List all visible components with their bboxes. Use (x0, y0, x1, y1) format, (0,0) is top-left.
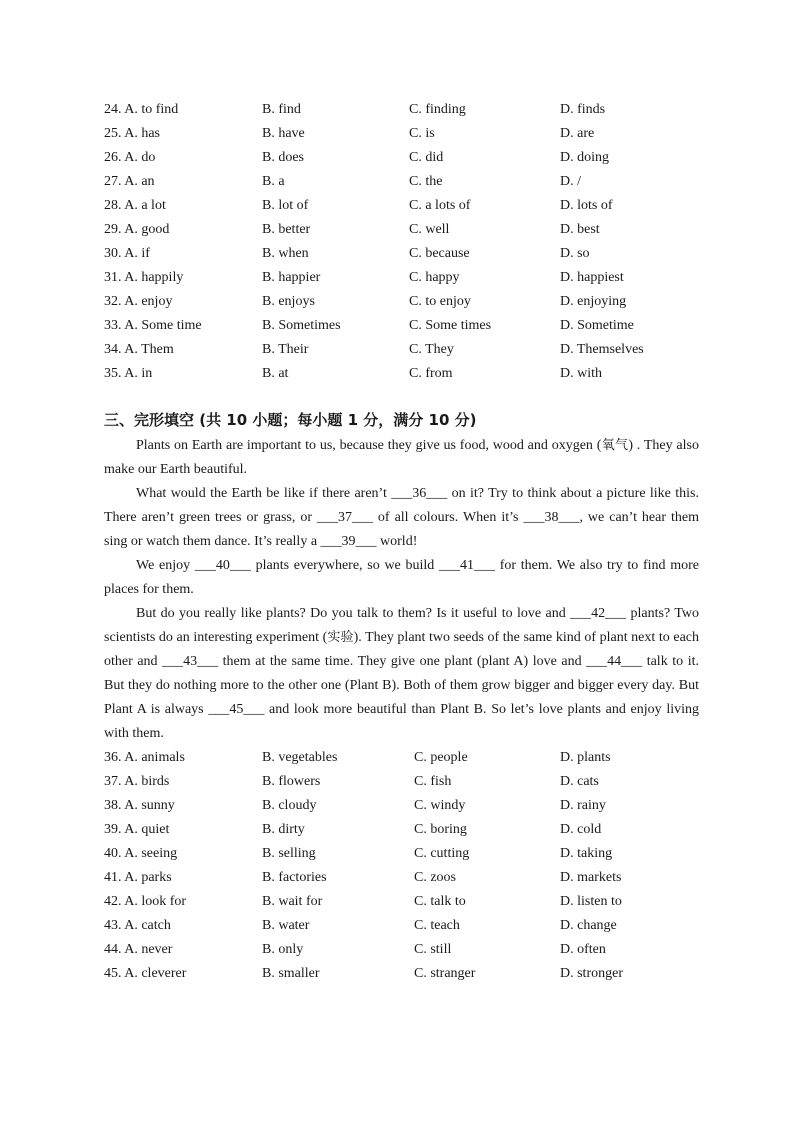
option-a (104, 98, 178, 122)
question-row (104, 242, 704, 266)
option-c: C. still (414, 942, 452, 957)
question-row (104, 218, 704, 242)
option-d: D. doing (560, 150, 609, 165)
option-d: D. cold (560, 822, 602, 837)
option-c: C. well (409, 222, 450, 237)
option-a-text: A. enjoy (124, 294, 173, 309)
option-d: D. best (560, 222, 600, 237)
option-d: D. enjoying (560, 294, 627, 309)
option-d: D. are (560, 126, 595, 141)
option-d: D. listen to (560, 894, 622, 909)
option-b: B. better (262, 222, 311, 237)
option-a (104, 290, 172, 314)
option-d: D. finds (560, 102, 606, 117)
question-row (104, 266, 704, 290)
option-b: B. Their (262, 342, 309, 357)
option-c: C. the (409, 174, 443, 189)
option-d: D. with (560, 366, 602, 381)
option-b: B. at (262, 366, 289, 381)
option-a-text: A. a lot (124, 198, 166, 213)
passage-text: ) . They also make our Earth beautiful. (104, 438, 699, 477)
option-a-text: A. an (124, 174, 155, 189)
option-a-text: A. cleverer (124, 966, 187, 981)
option-a (104, 866, 172, 890)
passage-text: Plants on Earth are important to us, because they give us food, wood and oxygen ( (136, 438, 602, 453)
option-b: B. a (262, 174, 285, 189)
chinese-gloss-experiment: 实验 (327, 630, 354, 645)
option-a (104, 818, 169, 842)
option-d: D. lots of (560, 198, 613, 213)
question-number: 27. (104, 174, 122, 189)
question-number: 26. (104, 150, 122, 165)
option-b: B. Sometimes (262, 318, 341, 333)
option-c: C. windy (414, 798, 466, 813)
question-number: 43. (104, 918, 122, 933)
question-number: 32. (104, 294, 122, 309)
option-b: B. have (262, 126, 305, 141)
option-a (104, 194, 166, 218)
question-number: 30. (104, 246, 122, 261)
question-row (104, 866, 704, 890)
option-d: D. cats (560, 774, 599, 789)
option-a-text: A. sunny (124, 798, 175, 813)
option-c: C. stranger (414, 966, 476, 981)
option-b: B. does (262, 150, 304, 165)
option-b: B. lot of (262, 198, 309, 213)
option-a-text: A. catch (124, 918, 171, 933)
option-c: C. is (409, 126, 435, 141)
question-number: 39. (104, 822, 122, 837)
option-a (104, 218, 169, 242)
option-b: B. factories (262, 870, 327, 885)
option-b: B. vegetables (262, 750, 338, 765)
option-d: D. Sometime (560, 318, 634, 333)
question-row (104, 98, 704, 122)
question-row (104, 146, 704, 170)
option-b: B. water (262, 918, 310, 933)
option-a-text: A. look for (124, 894, 187, 909)
question-row (104, 962, 704, 986)
question-number: 34. (104, 342, 122, 357)
option-d: D. stronger (560, 966, 623, 981)
passage-paragraph-2: What would the Earth be like if there aren’t ___36___ on it? Try to think about a picture like this. There aren’t green trees or grass, or ___37___ of all colours. When it’s ___38___, we can’t hear them sing or watch them dance. It’s really a ___39___ world! (104, 486, 699, 549)
option-a-text: A. do (124, 150, 156, 165)
option-a (104, 938, 172, 962)
question-row (104, 890, 704, 914)
option-b: B. wait for (262, 894, 323, 909)
option-b: B. find (262, 102, 301, 117)
option-a (104, 770, 169, 794)
question-number: 35. (104, 366, 122, 381)
question-row (104, 170, 704, 194)
option-a (104, 914, 171, 938)
option-c: C. happy (409, 270, 460, 285)
question-row (104, 794, 704, 818)
option-b: B. selling (262, 846, 316, 861)
option-a (104, 170, 155, 194)
option-a-text: A. Them (124, 342, 174, 357)
option-a (104, 842, 177, 866)
option-a-text: A. in (124, 366, 153, 381)
question-row (104, 746, 704, 770)
question-number: 42. (104, 894, 122, 909)
chinese-gloss-oxygen: 氧气 (601, 438, 629, 453)
option-c: C. zoos (414, 870, 456, 885)
option-a (104, 962, 186, 986)
option-a (104, 794, 175, 818)
option-c: C. a lots of (409, 198, 471, 213)
option-a-text: A. animals (124, 750, 185, 765)
option-d: D. markets (560, 870, 622, 885)
option-a-text: A. to find (124, 102, 179, 117)
option-b: B. flowers (262, 774, 321, 789)
question-number: 24. (104, 102, 122, 117)
option-b: B. happier (262, 270, 321, 285)
option-a (104, 362, 152, 386)
option-c: C. talk to (414, 894, 466, 909)
option-b: B. cloudy (262, 798, 317, 813)
option-a-text: A. happily (124, 270, 184, 285)
question-row (104, 938, 704, 962)
question-number: 28. (104, 198, 122, 213)
question-row (104, 194, 704, 218)
option-a-text: A. parks (124, 870, 172, 885)
question-number: 36. (104, 750, 122, 765)
option-a-text: A. birds (124, 774, 170, 789)
question-row (104, 362, 704, 386)
option-c: C. cutting (414, 846, 470, 861)
question-row (104, 122, 704, 146)
option-d: D. Themselves (560, 342, 644, 357)
passage-paragraph-1 (104, 434, 699, 482)
option-c: C. did (409, 150, 444, 165)
question-number: 38. (104, 798, 122, 813)
question-number: 41. (104, 870, 122, 885)
option-d: D. / (560, 174, 581, 189)
option-c: C. Some times (409, 318, 492, 333)
option-b: B. when (262, 246, 309, 261)
option-c: C. because (409, 246, 470, 261)
passage-paragraph-3: We enjoy ___40___ plants everywhere, so we build ___41___ for them. We also try to find more places for them. (104, 558, 699, 597)
option-c: C. They (409, 342, 454, 357)
option-c: C. finding (409, 102, 466, 117)
question-number: 40. (104, 846, 122, 861)
question-row (104, 314, 704, 338)
option-a (104, 338, 174, 362)
option-d: D. happiest (560, 270, 624, 285)
question-number: 25. (104, 126, 122, 141)
option-a (104, 266, 183, 290)
question-number: 37. (104, 774, 122, 789)
question-row (104, 914, 704, 938)
options-list-24-35 (104, 98, 704, 386)
question-row (104, 770, 704, 794)
option-d: D. change (560, 918, 617, 933)
option-b: B. smaller (262, 966, 320, 981)
question-row (104, 818, 704, 842)
option-a (104, 890, 186, 914)
option-b: B. only (262, 942, 304, 957)
question-number: 45. (104, 966, 122, 981)
question-row (104, 290, 704, 314)
question-number: 31. (104, 270, 122, 285)
option-d: D. taking (560, 846, 613, 861)
question-row (104, 842, 704, 866)
option-a-text: A. if (124, 246, 150, 261)
question-number: 33. (104, 318, 122, 333)
option-a (104, 314, 202, 338)
option-d: D. rainy (560, 798, 606, 813)
option-a-text: A. seeing (124, 846, 178, 861)
options-list-36-45 (104, 746, 704, 986)
option-c: C. from (409, 366, 453, 381)
option-c: C. people (414, 750, 468, 765)
option-b: B. enjoys (262, 294, 315, 309)
passage-text: But do you really like plants? Do you talk to them? Is it useful to love and ___42___ plants? Two scientists do an interesting experiment ( (104, 606, 699, 645)
passage-paragraph-4 (104, 602, 699, 746)
passage-text: ). They plant two seeds of the same kind of plant next to each other and ___43___ them at the same time. They give one plant (plant A) love and ___44___ talk to it. But they do nothing more to the other one (Plant B). Both of them grow bigger and bigger every day. But Plant A is always ___45___ and look more beautiful than Plant B. So let’s love plants and enjoy living with them. (104, 630, 700, 741)
option-d: D. often (560, 942, 606, 957)
cloze-passage (104, 434, 699, 746)
option-d: D. plants (560, 750, 611, 765)
option-a-text: A. has (124, 126, 161, 141)
option-d: D. so (560, 246, 590, 261)
option-a (104, 242, 150, 266)
option-c: C. boring (414, 822, 467, 837)
question-number: 29. (104, 222, 122, 237)
option-a (104, 746, 185, 770)
question-row (104, 338, 704, 362)
option-a-text: A. never (124, 942, 173, 957)
question-number: 44. (104, 942, 122, 957)
option-c: C. to enjoy (409, 294, 471, 309)
option-b: B. dirty (262, 822, 305, 837)
section-title-cloze: 三、完形填空 (共 10 小题；每小题 1 分，满分 10 分) (104, 411, 477, 429)
option-a (104, 146, 155, 170)
option-a (104, 122, 160, 146)
option-a-text: A. Some time (124, 318, 202, 333)
option-c: C. fish (414, 774, 452, 789)
option-a-text: A. good (124, 222, 170, 237)
option-c: C. teach (414, 918, 460, 933)
option-a-text: A. quiet (124, 822, 170, 837)
